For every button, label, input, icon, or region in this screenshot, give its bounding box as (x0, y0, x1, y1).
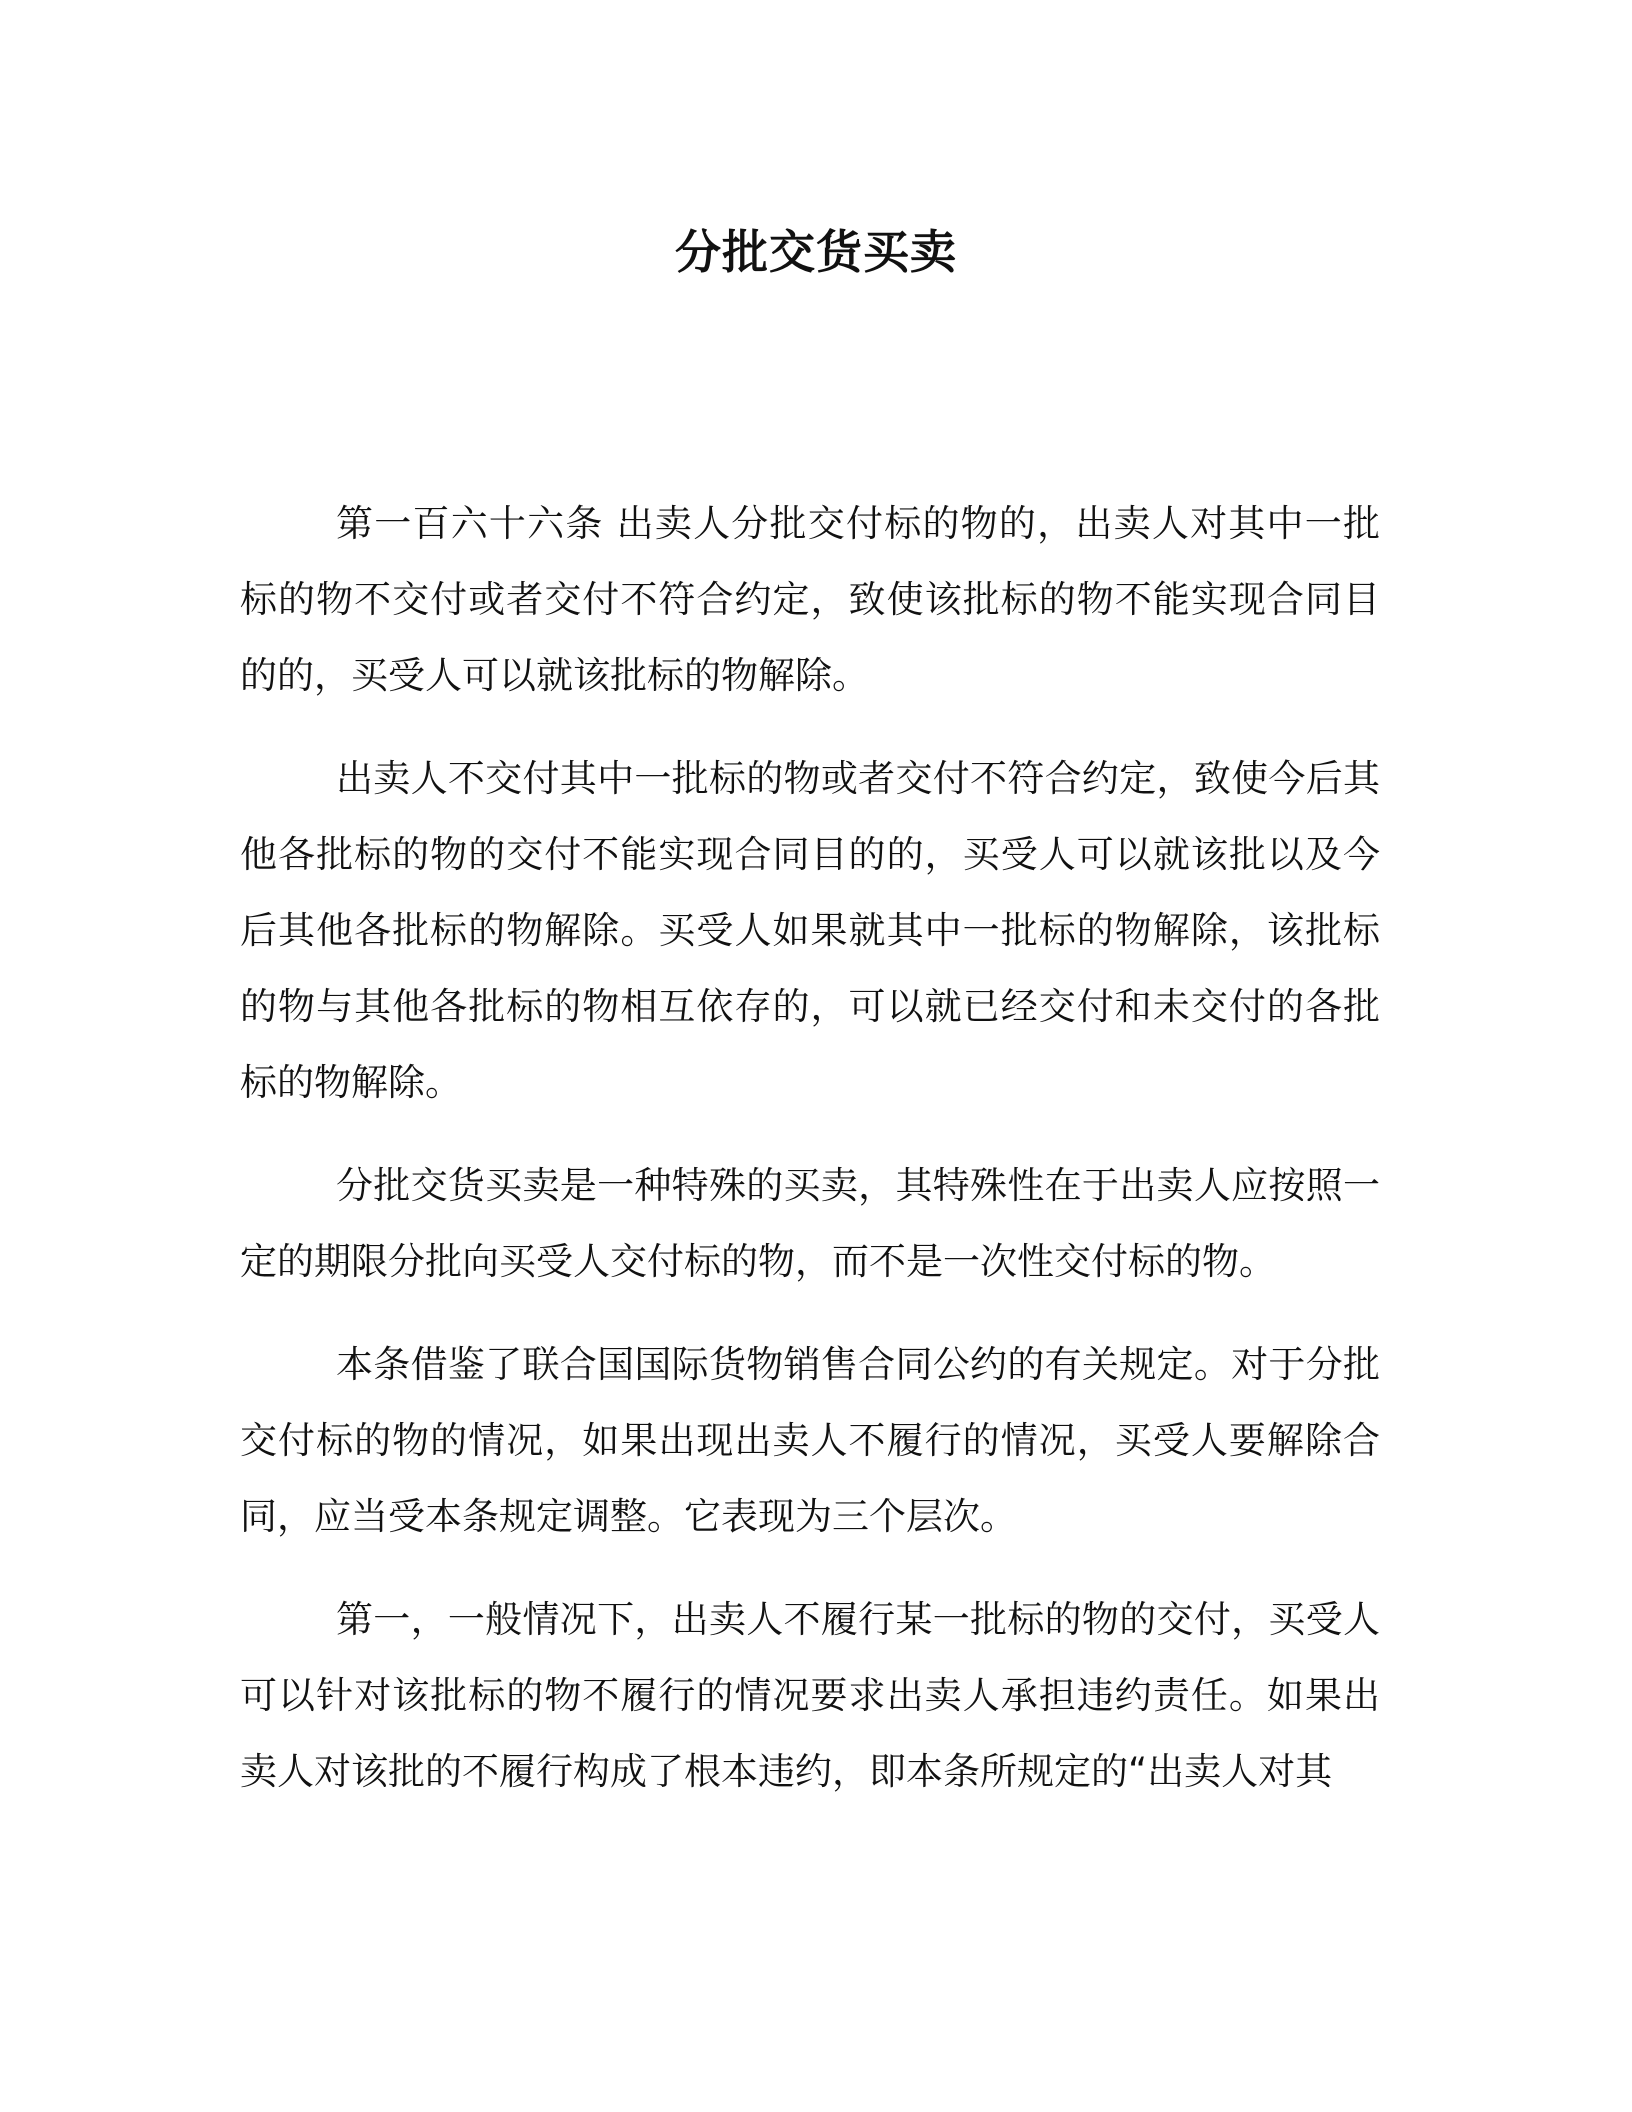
paragraph-article-166: 第一百六十六条 出卖人分批交付标的物的，出卖人对其中一批标的物不交付或者交付不符合约定，致使该批标的物不能实现合同目的的，买受人可以就该批标的物解除。 (240, 502, 1380, 697)
document-title: 分批交货买卖 (675, 225, 957, 279)
paragraph-other-batches: 出卖人不交付其中一批标的物或者交付不符合约定，致使今后其他各批标的物的交付不能实现合同目的的，买受人可以就该批以及今后其他各批标的物解除。买受人如果就其中一批标的物解除，该批标的物与其他各批标的物相互依存的，可以就已经交付和未交付的各批标的物解除。 (240, 757, 1380, 1104)
document-body (240, 486, 1380, 1837)
paragraph-definition: 分批交货买卖是一种特殊的买卖，其特殊性在于出卖人应按照一定的期限分批向买受人交付标的物，而不是一次性交付标的物。 (240, 1164, 1380, 1283)
paragraph-cisg-reference: 本条借鉴了联合国国际货物销售合同公约的有关规定。对于分批交付标的物的情况，如果出现出卖人不履行的情况，买受人要解除合同，应当受本条规定调整。它表现为三个层次。 (240, 1343, 1380, 1538)
paragraph-first-level: 第一，一般情况下，出卖人不履行某一批标的物的交付，买受人可以针对该批标的物不履行的情况要求出卖人承担违约责任。如果出卖人对该批的不履行构成了根本违约，即本条所规定的“出卖人对其 (240, 1598, 1380, 1793)
